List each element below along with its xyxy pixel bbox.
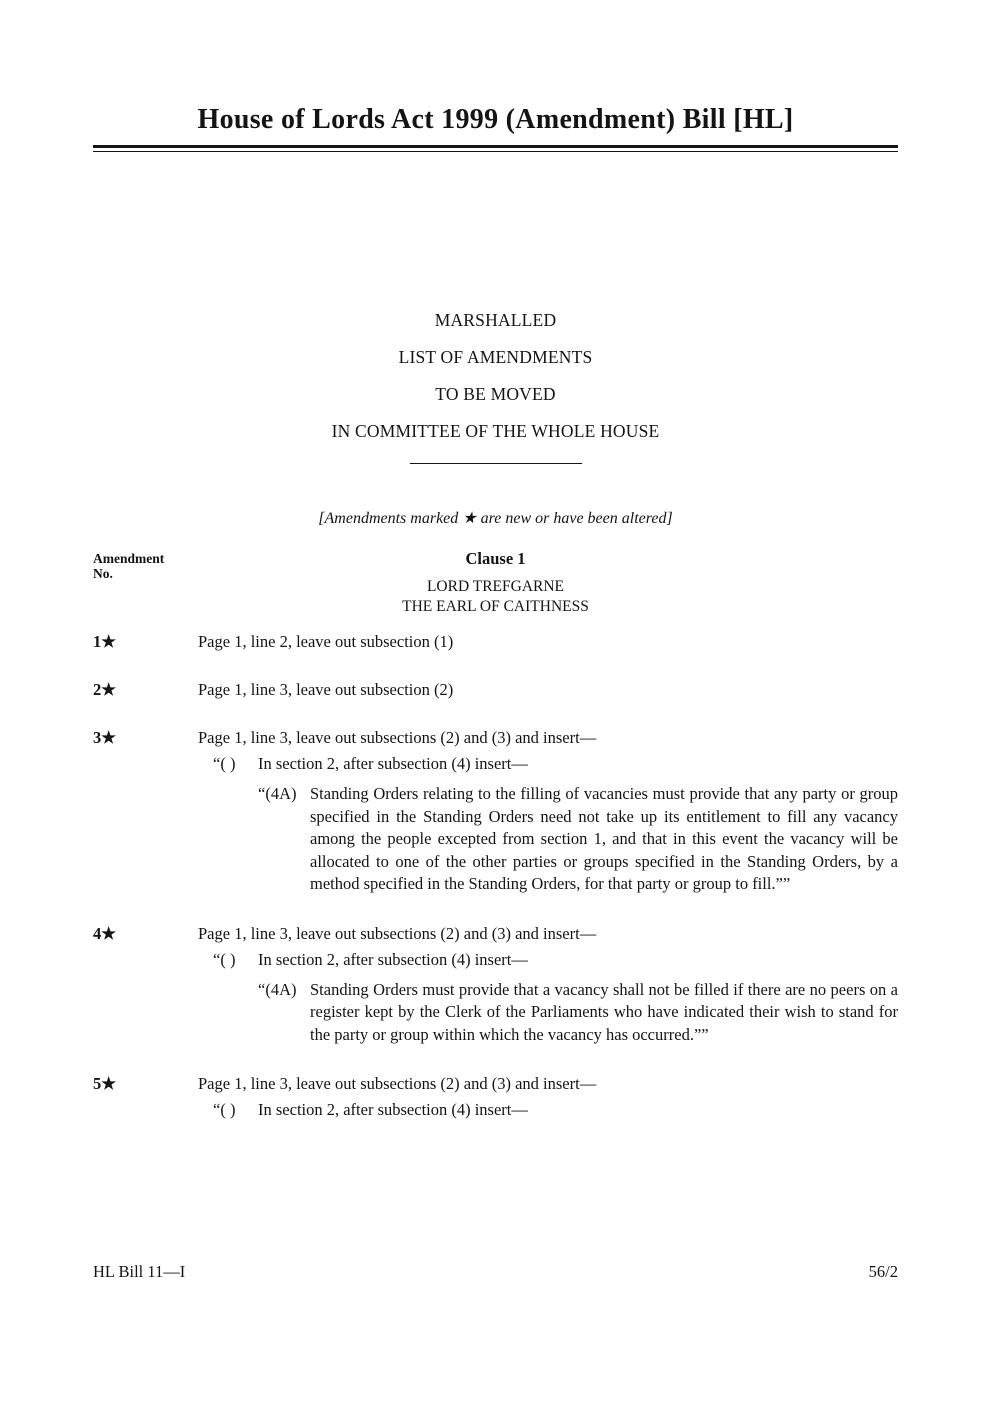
divider-rule	[410, 463, 582, 464]
subsection-marker: “( )	[213, 1100, 236, 1119]
subsection-marker: “( )	[213, 754, 236, 773]
subsection-marker: “( )	[213, 949, 236, 969]
amendment-text: Page 1, line 3, leave out subsections (2) and (3) and insert—	[198, 728, 597, 747]
amendment	[0, 727, 991, 896]
paragraph-text: Standing Orders relating to the filling of vacancies must provide that any party or group specified in the Standing Orders need not take up its entitlement to fill any vacancy among the people excepted from section 1, and that in this event the vacancy will be allocated to one of the other parties or groups specified in the Standing Orders, by a method specified in the Standing Orders, for that party or group to fill.””	[310, 784, 898, 893]
document-title: House of Lords Act 1999 (Amendment) Bill [HL]	[197, 104, 794, 135]
bill-number: HL Bill 11—I	[93, 1262, 186, 1281]
sheet-number: 56/2	[868, 1262, 898, 1281]
mover-names	[0, 577, 991, 617]
amendment-subsection-para	[258, 783, 898, 896]
page-footer	[93, 1262, 898, 1282]
amendment-subsection-intro	[213, 949, 898, 970]
amendment-number: 4★	[93, 923, 117, 943]
marshalled-heading	[0, 302, 991, 450]
heading-line: MARSHALLED	[434, 310, 557, 330]
amendment	[0, 1073, 991, 1120]
title-rule	[93, 145, 898, 152]
clause-title: Clause 1	[465, 549, 526, 568]
heading-line: TO BE MOVED	[435, 384, 556, 404]
amendment-number: 5★	[93, 1074, 117, 1093]
paragraph-text: Standing Orders must provide that a vacancy shall not be filled if there are no peers on a register kept by the Clerk of the Parliaments who have indicated their wish to stand for the party or group within which the vacancy has occurred.””	[310, 979, 898, 1044]
subsection-intro-text: In section 2, after subsection (4) insert—	[258, 1100, 528, 1119]
amendment-text: Page 1, line 3, leave out subsections (2) and (3) and insert—	[198, 1074, 597, 1093]
heading-line: IN COMMITTEE OF THE WHOLE HOUSE	[331, 421, 660, 441]
amendment	[0, 679, 991, 700]
paragraph-marker: “(4A)	[258, 784, 297, 803]
amendment-text: Page 1, line 3, leave out subsections (2) and (3) and insert—	[198, 923, 597, 943]
amendment-subsection-intro	[213, 1099, 898, 1120]
amendment-no-label-line1: Amendment	[93, 551, 165, 566]
amendment	[0, 631, 991, 652]
mover-name: LORD TREFGARNE	[426, 578, 565, 595]
amendments-list	[0, 631, 991, 1120]
mover-name: THE EARL OF CAITHNESS	[402, 598, 589, 615]
amendment-no-label-line2: No.	[93, 566, 113, 581]
clause-header	[0, 549, 991, 581]
amendment-no-label	[93, 551, 164, 581]
amendments-notice: [Amendments marked ★ are new or have been altered]	[318, 510, 673, 527]
amendment-number: 1★	[93, 632, 117, 651]
amendment-number: 2★	[93, 680, 117, 699]
amendment-text: Page 1, line 3, leave out subsection (2)	[198, 680, 454, 699]
subsection-intro-text: In section 2, after subsection (4) insert—	[258, 754, 528, 773]
amendment-number: 3★	[93, 728, 117, 747]
amendment-subsection-para	[258, 979, 898, 1047]
amendment-subsection-intro	[213, 753, 898, 774]
heading-line: LIST OF AMENDMENTS	[398, 347, 593, 367]
amendment	[0, 923, 991, 1047]
subsection-intro-text: In section 2, after subsection (4) insert—	[258, 949, 528, 969]
amendment-text: Page 1, line 2, leave out subsection (1)	[198, 632, 454, 651]
paragraph-marker: “(4A)	[258, 979, 297, 999]
